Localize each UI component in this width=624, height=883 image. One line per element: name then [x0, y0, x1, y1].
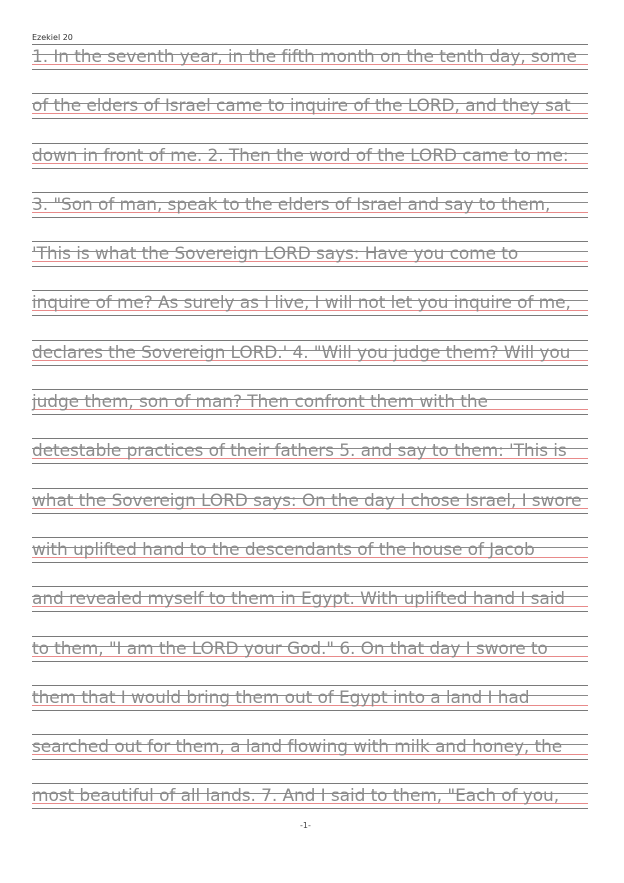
- base-rule: [32, 710, 588, 711]
- top-rule: [32, 93, 588, 94]
- top-rule: [32, 586, 588, 587]
- page-header-title: Ezekiel 20: [32, 33, 73, 42]
- top-rule: [32, 438, 588, 439]
- base-rule: [32, 661, 588, 662]
- top-rule: [32, 734, 588, 735]
- tracing-text: of the elders of Israel came to inquire of the LORD, and they sat: [32, 96, 571, 117]
- tracing-text: searched out for them, a land flowing with milk and honey, the: [32, 737, 563, 758]
- base-rule: [32, 315, 588, 316]
- writing-line: [32, 143, 588, 192]
- base-rule: [32, 463, 588, 464]
- top-rule: [32, 340, 588, 341]
- tracing-text: to them, "I am the LORD your God." 6. On that day I swore to: [32, 638, 548, 659]
- tracing-text: with uplifted hand to the descendants of the house of Jacob: [32, 539, 535, 560]
- handwriting-lines: [32, 44, 588, 833]
- top-rule: [32, 488, 588, 489]
- writing-line: [32, 44, 588, 93]
- tracing-text: judge them, son of man? Then confront them with the: [32, 392, 488, 413]
- writing-line: [32, 488, 588, 537]
- page-number: -1-: [300, 821, 311, 830]
- tracing-text: declares the Sovereign LORD.' 4. "Will you judge them? Will you: [32, 342, 571, 363]
- base-rule: [32, 562, 588, 563]
- writing-line: [32, 636, 588, 685]
- top-rule: [32, 636, 588, 637]
- writing-line: [32, 586, 588, 635]
- writing-line: [32, 340, 588, 389]
- base-rule: [32, 759, 588, 760]
- base-rule: [32, 611, 588, 612]
- top-rule: [32, 192, 588, 193]
- base-rule: [32, 414, 588, 415]
- tracing-text: 'This is what the Sovereign LORD says: Have you come to: [32, 244, 519, 265]
- top-rule: [32, 143, 588, 144]
- base-rule: [32, 365, 588, 366]
- top-rule: [32, 241, 588, 242]
- tracing-text: them that I would bring them out of Egypt into a land I had: [32, 687, 530, 708]
- top-rule: [32, 685, 588, 686]
- tracing-text: inquire of me? As surely as I live, I will not let you inquire of me,: [32, 293, 571, 314]
- base-rule: [32, 808, 588, 809]
- base-rule: [32, 513, 588, 514]
- tracing-text: 1. In the seventh year, in the fifth month on the tenth day, some: [32, 47, 577, 67]
- base-rule: [32, 217, 588, 218]
- writing-line: [32, 93, 588, 142]
- writing-line: [32, 734, 588, 783]
- writing-line: [32, 537, 588, 586]
- writing-line: [32, 685, 588, 734]
- tracing-text: what the Sovereign LORD says: On the day I chose Israel, I swore: [32, 490, 582, 511]
- tracing-text: most beautiful of all lands. 7. And I said to them, "Each of you,: [32, 786, 560, 807]
- base-rule: [32, 118, 588, 119]
- tracing-text: detestable practices of their fathers 5. and say to them: 'This is: [32, 441, 567, 462]
- writing-line: [32, 389, 588, 438]
- top-rule: [32, 537, 588, 538]
- tracing-text: down in front of me. 2. Then the word of the LORD came to me:: [32, 145, 569, 166]
- tracing-text: and revealed myself to them in Egypt. With uplifted hand I said: [32, 589, 566, 610]
- writing-line: [32, 241, 588, 290]
- top-rule: [32, 389, 588, 390]
- top-rule: [32, 783, 588, 784]
- base-rule: [32, 69, 588, 70]
- writing-line: [32, 290, 588, 339]
- top-rule: [32, 44, 588, 45]
- writing-line: [32, 192, 588, 241]
- writing-line: [32, 438, 588, 487]
- base-rule: [32, 266, 588, 267]
- top-rule: [32, 290, 588, 291]
- base-rule: [32, 168, 588, 169]
- tracing-text: 3. "Son of man, speak to the elders of Israel and say to them,: [32, 194, 551, 215]
